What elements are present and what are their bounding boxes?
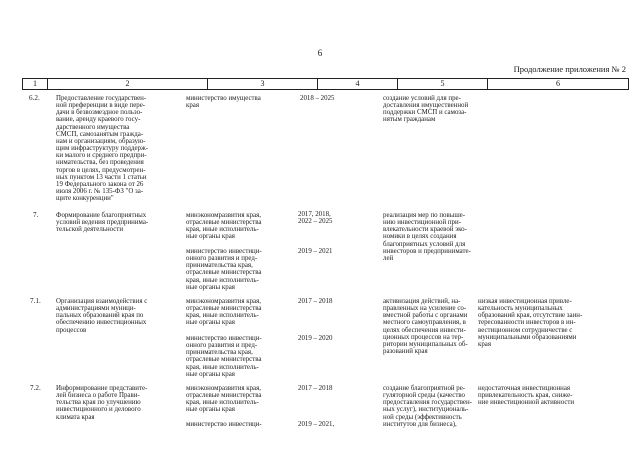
row-period: 2018 – 2025 bbox=[300, 95, 335, 102]
row-period-secondary: 2019 – 2020 bbox=[298, 335, 333, 342]
row-period: 2017 – 2018 bbox=[298, 385, 333, 392]
row-title: Предоставление государствен- ной преференции в виде пере- дачи в безвозмездное пользо- вание, аренду краевого госу- дарственного имущества СМСП, самозанятым гражда- нам и организациям, образую- щим инфраструктуру поддерж- ки малого и среднего предпри- нимательства, без проведения торгов в целях, предусмотрен- ных пунктом 13 части 1 статьи 19 Федерального закона от 26 июля 2006 г. № 135-ФЗ "О за- щите конкуренции" bbox=[56, 95, 149, 203]
row-number: 7.1. bbox=[30, 297, 41, 305]
row-number: 6.2. bbox=[29, 94, 40, 102]
row-number: 7. bbox=[33, 211, 39, 219]
header-col-2: 2 bbox=[48, 79, 208, 89]
header-col-5: 5 bbox=[398, 79, 488, 89]
header-col-3: 3 bbox=[208, 79, 318, 89]
appendix-continuation-note: Продолжение приложения № 2 bbox=[513, 64, 626, 74]
row-executor-secondary: министерство инвестици- онного развития и пред- принимательства края, отраслевые министерства края, иные исполнитель- ные органы края bbox=[186, 335, 262, 378]
row-result: создание благоприятной ре- гуляторной среды (качество предоставления государствен- ных услуг), институциональ- ной среды (эффективность институтов для бизнеса), bbox=[383, 385, 472, 428]
row-risk: низкая инвестиционная привле- кательность муниципальных образований края, отсутствие заин- тересованности инвесторов в ин- вестиционном сотрудничестве с муниципальными образованиями края bbox=[478, 298, 583, 348]
row-period: 2017, 2018, 2022 – 2025 bbox=[298, 211, 333, 226]
table-header-row bbox=[22, 78, 629, 90]
row-executor-secondary: министерство инвестици- bbox=[186, 421, 262, 428]
row-number: 7.2. bbox=[30, 384, 41, 392]
header-col-4: 4 bbox=[318, 79, 398, 89]
row-result: реализация мер по повыше- нию инвестиционной при- влекательности краевой эко- номики в целях создания благоприятных условий для инвесторов и предпринимате- лей bbox=[383, 212, 471, 262]
row-result: активизация действий, на- правленных на усиление со- вместной работы с органами местного самоуправления, в целях обеспечения инвести- ционных процессов на тер- ритории муниципальных об- разований края bbox=[383, 298, 468, 356]
row-period-secondary: 2019 – 2021, bbox=[298, 421, 335, 428]
row-executor: минэкономразвития края, отраслевые министерства края, иные исполнитель- ные органы края bbox=[186, 385, 262, 414]
row-result: создание условий для пре- доставления имущественной поддержки СМСП и самоза- нятым гражданам bbox=[383, 95, 469, 124]
row-title: Информирование представите- лей бизнеса о работе Прави- тельства края по улучшению инвестиционного и делового климата края bbox=[56, 385, 148, 421]
row-executor: министерство имущества края bbox=[186, 95, 261, 110]
header-col-6: 6 bbox=[556, 79, 560, 88]
header-col-1: 1 bbox=[23, 79, 48, 89]
row-risk: недостаточная инвестиционная привлекательность края, сниже- ние инвестиционной активности bbox=[478, 385, 575, 407]
row-period: 2017 – 2018 bbox=[298, 298, 333, 305]
row-executor-secondary: министерство инвестици- онного развития и пред- принимательства края, отраслевые министерства края, иные исполнитель- ные органы края bbox=[186, 248, 262, 291]
row-period-secondary: 2019 – 2021 bbox=[298, 248, 333, 255]
row-title: Организация взаимодействия с администрациями муници- пальных образований края по обеспечению инвестиционных процессов bbox=[56, 298, 148, 334]
row-executor: минэкономразвития края, отраслевые министерства края, иные исполнитель- ные органы края bbox=[186, 212, 262, 241]
row-executor: минэкономразвития края, отраслевые министерства края, иные исполнитель- ные органы края bbox=[186, 298, 262, 327]
page-number: 6 bbox=[317, 48, 323, 58]
row-title: Формирование благоприятных условий ведения предпринима- тельской деятельности bbox=[56, 212, 149, 234]
